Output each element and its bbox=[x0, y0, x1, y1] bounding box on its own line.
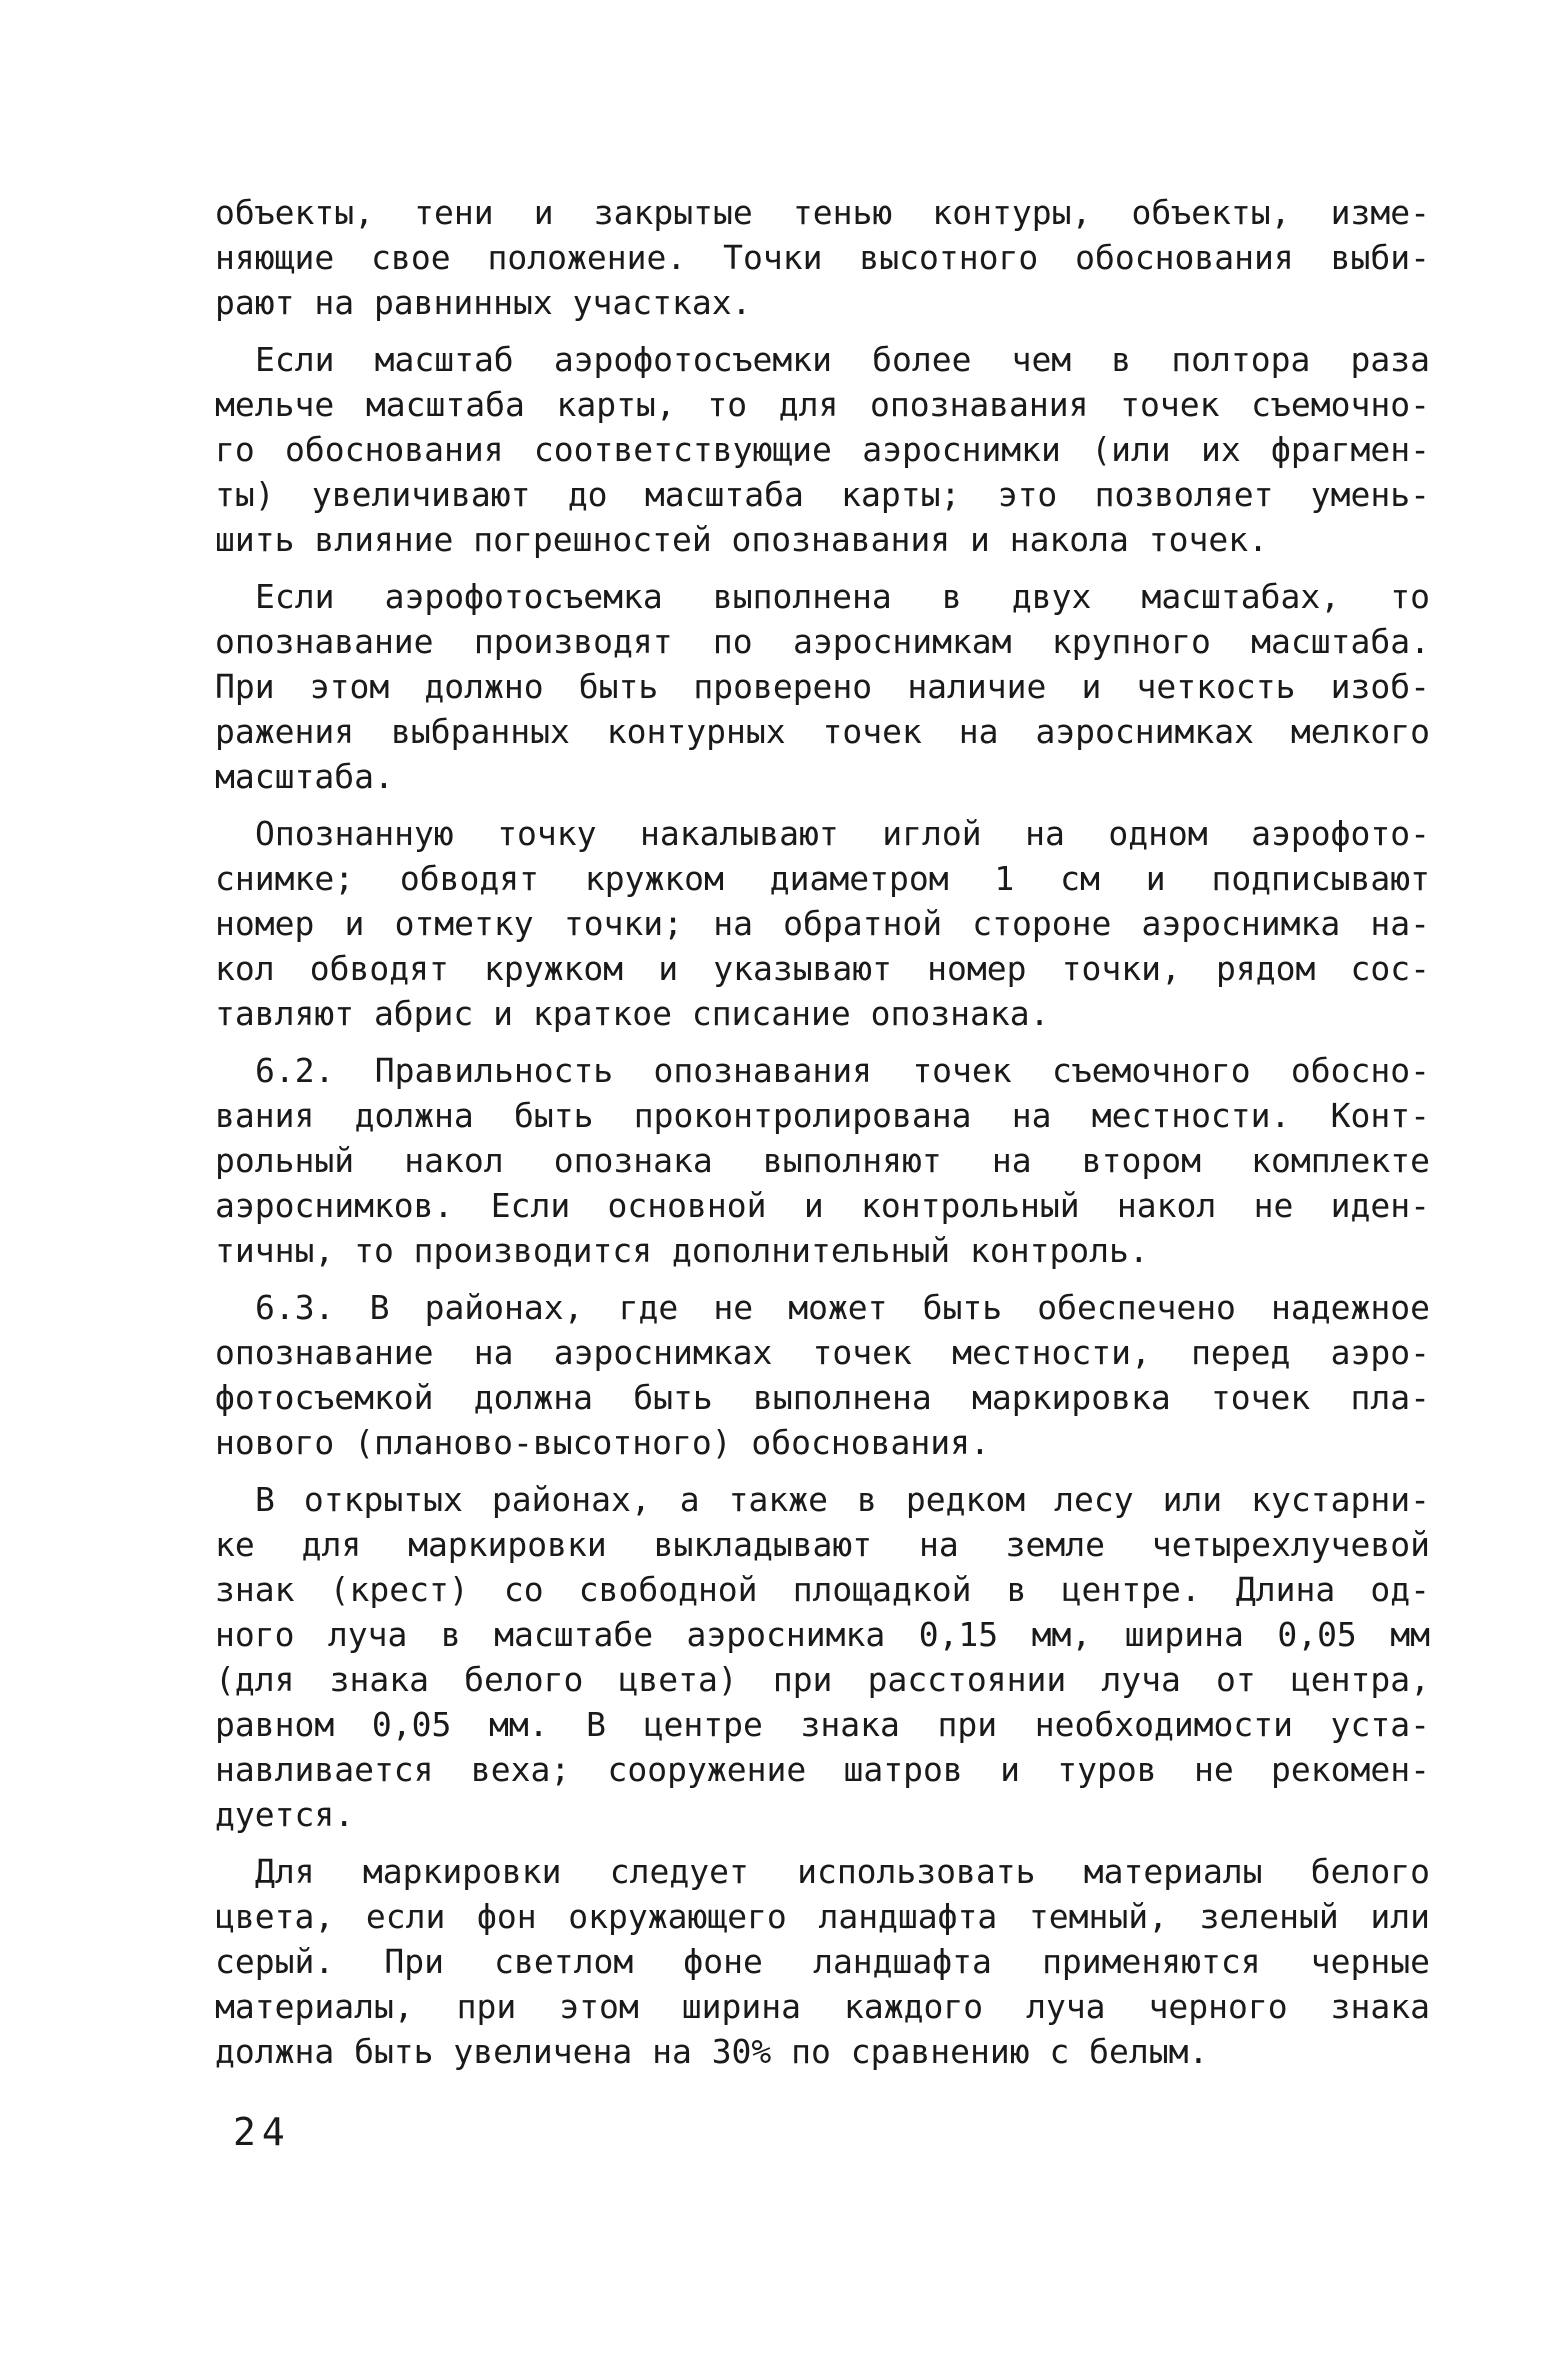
text-line: 6.2. Правильность опознавания точек съемочного обосно- bbox=[255, 1051, 1430, 1090]
text-line: (для знака белого цвета) при расстоянии луча от центра, bbox=[215, 1660, 1430, 1699]
text-line: тичны, то производится дополнительный контроль. bbox=[215, 1231, 1149, 1270]
text-line: В открытых районах, а также в редком лесу или кустарни- bbox=[255, 1480, 1430, 1519]
text-line: ражения выбранных контурных точек на аэроснимках мелкого bbox=[215, 712, 1430, 751]
text-line: шить влияние погрешностей опознавания и накола точек. bbox=[215, 520, 1268, 559]
text-line: снимке; обводят кружком диаметром 1 см и подписывают bbox=[215, 859, 1430, 898]
page-body bbox=[215, 190, 1430, 2074]
text-line: аэроснимков. Если основной и контрольный накол не иден- bbox=[215, 1186, 1430, 1225]
text-line: тавляют абрис и краткое списание опознака. bbox=[215, 994, 1050, 1033]
text-line: ты) увеличивают до масштаба карты; это позволяет умень- bbox=[215, 475, 1430, 514]
paragraph-1 bbox=[215, 190, 1430, 325]
text-line: Для маркировки следует использовать материалы белого bbox=[255, 1852, 1430, 1891]
text-line: серый. При светлом фоне ландшафта применяются черные bbox=[215, 1942, 1430, 1981]
paragraph-8 bbox=[215, 1849, 1430, 2074]
text-line: должна быть увеличена на 30% по сравнению с белым. bbox=[215, 2032, 1209, 2071]
text-line: масштаба. bbox=[215, 757, 394, 796]
text-line: вания должна быть проконтролирована на местности. Конт- bbox=[215, 1096, 1430, 1135]
paragraph-3 bbox=[215, 574, 1430, 799]
text-line: 6.3. В районах, где не может быть обеспечено надежное bbox=[255, 1288, 1430, 1327]
paragraph-section-6-3 bbox=[215, 1285, 1430, 1465]
text-line: При этом должно быть проверено наличие и четкость изоб- bbox=[215, 667, 1430, 706]
paragraph-section-6-2 bbox=[215, 1048, 1430, 1273]
text-line: объекты, тени и закрытые тенью контуры, объекты, изме- bbox=[215, 193, 1430, 232]
text-line: цвета, если фон окружающего ландшафта темный, зеленый или bbox=[215, 1897, 1430, 1936]
text-line: дуется. bbox=[215, 1795, 355, 1834]
text-line: го обоснования соответствующие аэроснимки (или их фрагмен- bbox=[215, 430, 1430, 469]
text-line: фотосъемкой должна быть выполнена маркировка точек пла- bbox=[215, 1378, 1430, 1417]
text-line: Если аэрофотосъемка выполнена в двух масштабах, то bbox=[255, 577, 1430, 616]
text-line: опознавание производят по аэроснимкам крупного масштаба. bbox=[215, 622, 1430, 661]
text-line: Если масштаб аэрофотосъемки более чем в полтора раза bbox=[255, 340, 1430, 379]
text-line: нового (планово-высотного) обоснования. bbox=[215, 1423, 990, 1462]
text-line: ного луча в масштабе аэроснимка 0,15 мм, ширина 0,05 мм bbox=[215, 1615, 1430, 1654]
text-line: материалы, при этом ширина каждого луча черного знака bbox=[215, 1987, 1430, 2026]
text-line: кол обводят кружком и указывают номер точки, рядом сос- bbox=[215, 949, 1430, 988]
paragraph-4 bbox=[215, 811, 1430, 1036]
text-line: номер и отметку точки; на обратной стороне аэроснимка на- bbox=[215, 904, 1430, 943]
text-line: рольный накол опознака выполняют на втором комплекте bbox=[215, 1141, 1430, 1180]
text-line: няющие свое положение. Точки высотного обоснования выби- bbox=[215, 238, 1430, 277]
text-line: Опознанную точку накалывают иглой на одном аэрофото- bbox=[255, 814, 1430, 853]
text-line: навливается веха; сооружение шатров и туров не рекомен- bbox=[215, 1750, 1430, 1789]
paragraph-7 bbox=[215, 1477, 1430, 1837]
text-line: равном 0,05 мм. В центре знака при необходимости уста- bbox=[215, 1705, 1430, 1744]
text-line: мельче масштаба карты, то для опознавания точек съемочно- bbox=[215, 385, 1430, 424]
text-line: опознавание на аэроснимках точек местности, перед аэро- bbox=[215, 1333, 1430, 1372]
text-line: ке для маркировки выкладывают на земле четырехлучевой bbox=[215, 1525, 1430, 1564]
page-number: 24 bbox=[233, 2110, 291, 2154]
text-line: знак (крест) со свободной площадкой в центре. Длина од- bbox=[215, 1570, 1430, 1609]
paragraph-2 bbox=[215, 337, 1430, 562]
text-line: рают на равнинных участках. bbox=[215, 283, 752, 322]
